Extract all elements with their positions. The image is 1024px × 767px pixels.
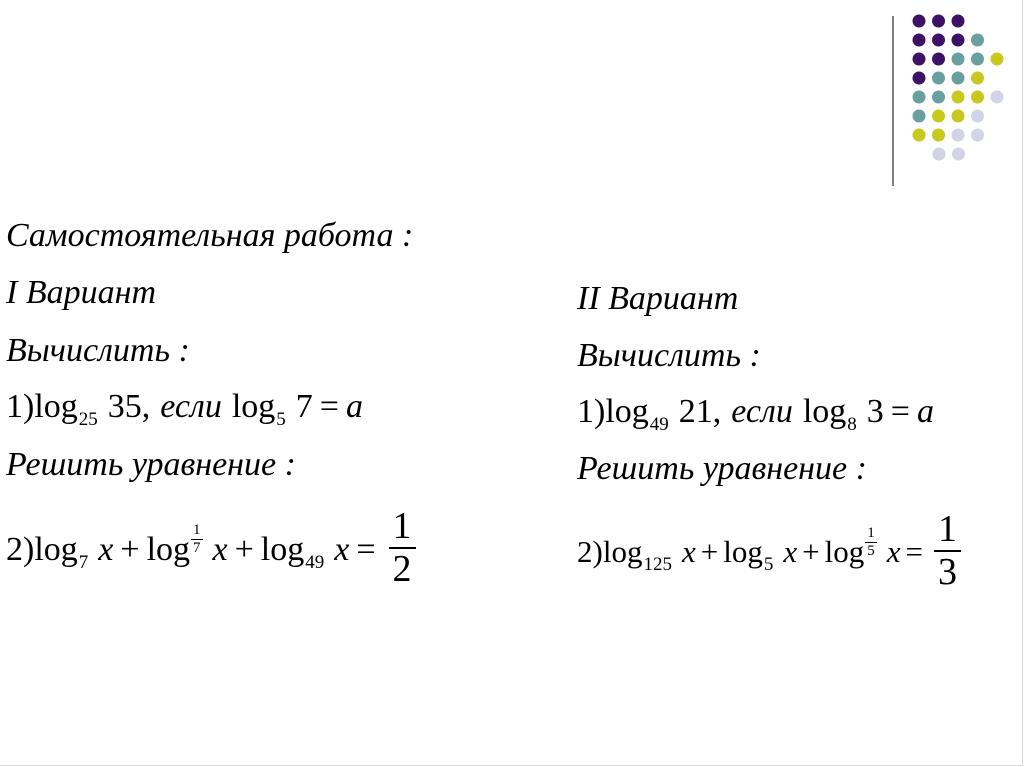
decor-dot [932, 34, 945, 47]
log-symbol: log [34, 388, 78, 425]
decor-dot [913, 91, 926, 104]
decor-dot [971, 129, 984, 142]
log-base: 125 [643, 554, 672, 576]
variable-x: x [783, 534, 798, 570]
plus-sign: + [234, 530, 254, 568]
log-symbol: log [602, 534, 643, 570]
decor-dot [952, 72, 965, 85]
equals-sign: = [890, 393, 910, 430]
plus-sign: + [700, 534, 719, 570]
equals-sign: = [905, 534, 923, 570]
task-number: 2) [577, 534, 603, 570]
task-number: 1) [6, 388, 35, 425]
decor-dot [913, 110, 926, 123]
log-base-fraction [865, 525, 877, 561]
variant2-heading: II Вариант [577, 280, 739, 317]
variable-x: x [886, 534, 901, 570]
decor-dot [932, 72, 945, 85]
decor-dot [971, 53, 984, 66]
fraction-numerator: 1 [934, 509, 961, 552]
log-argument: 7 [295, 388, 313, 425]
fraction-numerator: 1 [191, 522, 203, 540]
variable-x: x [681, 534, 696, 570]
log-symbol: log [260, 530, 305, 568]
plus-sign: + [120, 530, 140, 568]
variant2-solve-label: Решить уравнение : [577, 450, 867, 487]
decor-dot [971, 110, 984, 123]
log-argument: 35, [107, 388, 151, 425]
fraction-numerator: 1 [865, 525, 877, 543]
decor-dot [913, 53, 926, 66]
decor-dot [913, 129, 926, 142]
log-base-fraction [191, 522, 203, 558]
log-base: 8 [847, 414, 857, 435]
fraction-denominator: 2 [392, 548, 412, 591]
decor-dot [952, 53, 965, 66]
variant2-compute-label: Вычислить : [577, 337, 761, 374]
decor-dot [971, 34, 984, 47]
decor-dot-grid [0, 0, 1024, 200]
log-symbol: log [824, 534, 865, 570]
log-symbol: log [146, 530, 191, 568]
decor-dot [952, 34, 965, 47]
log-symbol: log [802, 393, 847, 430]
variant1-task1 [6, 388, 363, 430]
decor-dot [913, 72, 926, 85]
log-base: 49 [649, 414, 669, 435]
fraction-denominator: 7 [193, 540, 201, 557]
log-symbol: log [34, 530, 78, 568]
decor-dot [913, 34, 926, 47]
decor-dot [952, 110, 965, 123]
decor-dot [991, 91, 1004, 104]
task-number: 1) [577, 393, 606, 430]
condition-word: если [731, 393, 793, 430]
variant1-compute-label: Вычислить : [6, 332, 190, 369]
variable-x: x [98, 530, 114, 568]
plus-sign: + [802, 534, 820, 570]
page-title: Самостоятельная работа : [6, 217, 414, 254]
fraction-denominator: 5 [867, 543, 875, 560]
log-argument: 21, [678, 393, 722, 430]
decor-dot [971, 91, 984, 104]
rhs-fraction [934, 509, 961, 593]
equals-sign: = [319, 388, 339, 425]
log-symbol: log [231, 388, 276, 425]
decor-dot [932, 15, 945, 28]
variant2-task1 [577, 393, 934, 435]
variant1-solve-label: Решить уравнение : [6, 446, 296, 483]
log-base: 7 [78, 551, 89, 573]
variant1-task2 [6, 505, 416, 594]
variant1-heading: I Вариант [6, 274, 157, 311]
decor-dot [971, 72, 984, 85]
log-base: 5 [763, 554, 774, 576]
variant2-task2 [577, 508, 961, 597]
decor-dot [932, 53, 945, 66]
decor-dot [932, 129, 945, 142]
equals-sign: = [356, 530, 376, 568]
rhs-fraction [389, 506, 416, 590]
fraction-numerator: 1 [389, 506, 416, 549]
fraction-denominator: 3 [937, 551, 957, 594]
log-symbol: log [605, 393, 649, 430]
variable-a: a [345, 388, 363, 425]
task-number: 2) [6, 530, 35, 568]
log-argument: 3 [866, 393, 884, 430]
decor-dot [913, 15, 926, 28]
decor-dot [952, 129, 965, 142]
decor-dot [952, 148, 965, 161]
variable-x: x [334, 530, 350, 568]
decor-dot [952, 91, 965, 104]
variable-a: a [916, 393, 934, 430]
log-base: 49 [305, 551, 325, 573]
decor-dot [933, 148, 946, 161]
decor-dot [991, 53, 1004, 66]
decor-dot [932, 91, 945, 104]
variable-x: x [212, 530, 228, 568]
log-base: 25 [78, 409, 98, 430]
log-symbol: log [723, 534, 763, 570]
decor-dot [952, 15, 965, 28]
decor-dot [932, 110, 945, 123]
condition-word: если [160, 388, 222, 425]
log-base: 5 [276, 409, 286, 430]
